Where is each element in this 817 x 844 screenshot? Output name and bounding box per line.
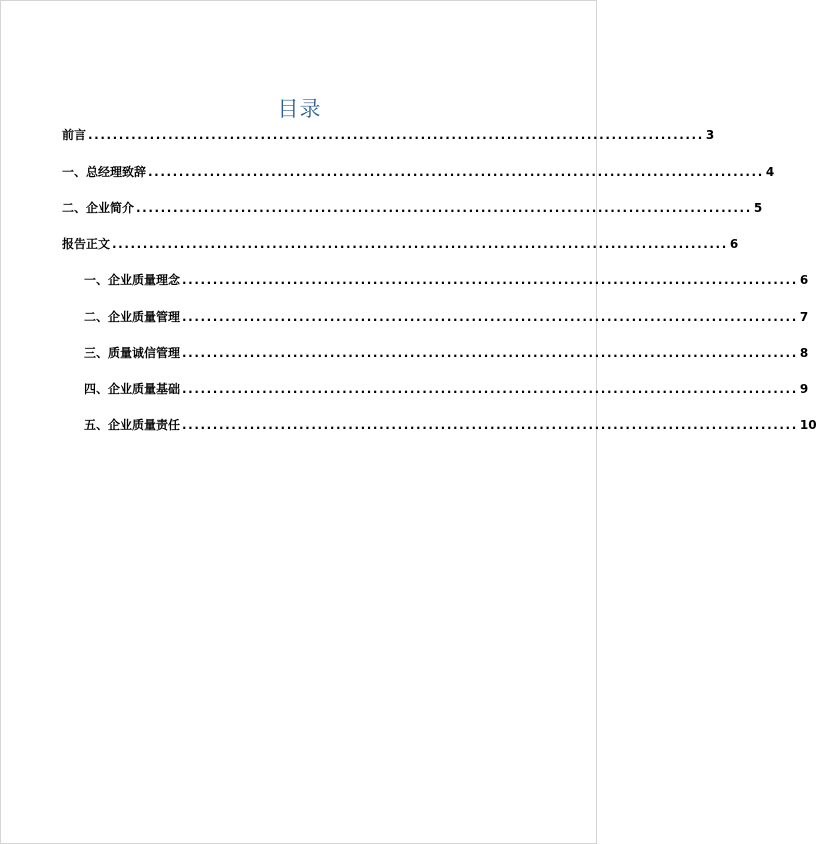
toc-page-number: 8 — [799, 346, 809, 360]
toc-entry-preface[interactable] — [62, 126, 715, 144]
toc-page-number: 6 — [799, 273, 809, 287]
toc-page-number: 9 — [799, 382, 809, 396]
toc-entry-quality-responsibility[interactable] — [84, 416, 817, 434]
toc-entry-quality-philosophy[interactable] — [84, 271, 809, 289]
toc-entry-title: 报告正文 — [62, 237, 111, 251]
toc-entry-quality-management[interactable] — [84, 308, 809, 326]
toc-entry-title: 前言 — [62, 128, 87, 142]
toc-dot-leader: .................................................................................................... — [136, 201, 752, 215]
toc-page-number: 4 — [765, 165, 775, 179]
toc-entry-title: 一、企业质量理念 — [84, 273, 181, 287]
toc-title: 目录 — [277, 97, 322, 121]
toc-entry-title: 二、企业质量管理 — [84, 310, 181, 324]
toc-page-number: 10 — [799, 418, 817, 432]
toc-entry-quality-foundation[interactable] — [84, 380, 809, 398]
toc-page-number: 5 — [753, 201, 763, 215]
toc-entry-company-profile[interactable] — [62, 199, 763, 217]
toc-page-number: 6 — [729, 237, 739, 251]
toc-entry-report-body[interactable] — [62, 235, 739, 253]
toc-dot-leader: .................................................................................................... — [182, 346, 798, 360]
toc-dot-leader: .................................................................................................... — [182, 382, 798, 396]
toc-entry-title: 五、企业质量责任 — [84, 418, 181, 432]
toc-page-number: 7 — [799, 310, 809, 324]
toc-dot-leader: .................................................................................................... — [182, 273, 798, 287]
toc-dot-leader: .................................................................................................... — [148, 165, 764, 179]
toc-entry-title: 二、企业简介 — [62, 201, 135, 215]
toc-dot-leader: .................................................................................................... — [88, 128, 704, 142]
toc-entry-gm-address[interactable] — [62, 163, 775, 181]
toc-entry-quality-integrity[interactable] — [84, 344, 809, 362]
toc-page-number: 3 — [705, 128, 715, 142]
toc-entry-title: 四、企业质量基础 — [84, 382, 181, 396]
toc-entry-title: 三、质量诚信管理 — [84, 346, 181, 360]
toc-dot-leader: .................................................................................................... — [112, 237, 728, 251]
toc-dot-leader: .................................................................................................... — [182, 418, 798, 432]
toc-entry-title: 一、总经理致辞 — [62, 165, 147, 179]
toc-dot-leader: .................................................................................................... — [182, 310, 798, 324]
